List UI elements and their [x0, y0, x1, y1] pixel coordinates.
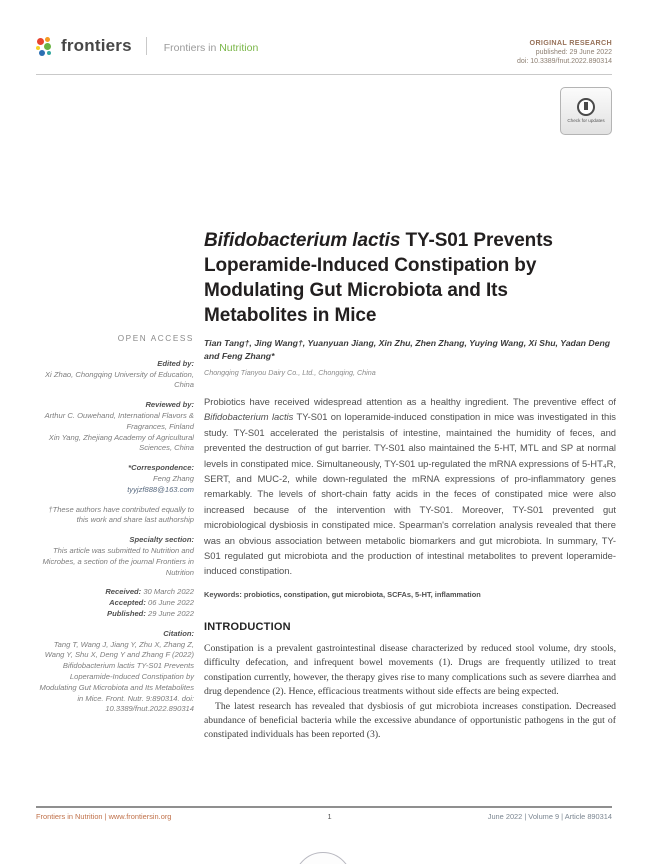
abstract-pre: Probiotics have received widespread attention as a healthy ingredient. The preventive effect of	[204, 396, 616, 407]
journal-prefix: Frontiers in	[163, 42, 220, 54]
article-type-label: ORIGINAL RESEARCH	[529, 38, 612, 47]
reviewed-by-block	[36, 400, 194, 454]
frontiers-logo-icon	[36, 37, 53, 56]
reviewed-by-label: Reviewed by:	[145, 400, 194, 410]
specialty-section-label: Specialty section:	[129, 535, 194, 545]
journal-title-green: Nutrition	[219, 42, 259, 54]
published-line-sidebar	[36, 609, 194, 620]
footer-divider-rule	[36, 806, 612, 808]
specialty-section-text: This article was submitted to Nutrition and Microbes, a section of the journal Frontiers in Nutrition	[42, 545, 194, 577]
correspondence-name: Feng Zhang	[153, 473, 194, 483]
correspondence-label: *Correspondence:	[128, 463, 194, 473]
content-columns	[36, 228, 616, 743]
introduction-heading: INTRODUCTION	[204, 620, 291, 633]
reviewer-1: Arthur C. Ouwehand, International Flavors & Fragrances, Finland	[44, 410, 194, 431]
received-line	[36, 587, 194, 598]
header-divider-rule	[36, 74, 612, 75]
page-number: 1	[327, 812, 332, 821]
correspondence-email-link[interactable]: tyyjzf888@163.com	[127, 484, 194, 494]
title-species-italic: Bifidobacterium lactis	[204, 230, 401, 251]
dates-block	[36, 587, 194, 619]
logo-dot-green	[44, 43, 51, 50]
accepted-value: 06 June 2022	[147, 598, 194, 608]
citation-block	[36, 629, 194, 715]
journal-name	[164, 38, 259, 54]
open-access-label: OPEN ACCESS	[117, 334, 194, 343]
title-rest: TY-S01 Prevents Loperamide-Induced Constipation by Modulating Gut Microbiota and Its Metabolites in Mice	[204, 230, 553, 326]
next-page-logo-arc	[294, 852, 352, 864]
check-updates-label: Check for updates	[567, 118, 605, 124]
intro-paragraph-2: The latest research has revealed that dysbiosis of gut microbiota increases constipation. Decreased abundance of beneficial bacteria while the excessive abundance of opportunistic pathogens in the gut of constipated individuals has been reported (3).	[204, 700, 616, 741]
doi-line: doi: 10.3389/fnut.2022.890314	[517, 58, 612, 65]
article-title	[204, 228, 616, 328]
edited-by-label: Edited by:	[157, 358, 194, 368]
equal-contribution-note: †These authors have contributed equally to this work and share last authorship	[48, 504, 194, 525]
received-value: 30 March 2022	[143, 587, 194, 597]
page-footer	[36, 812, 612, 821]
accepted-line	[36, 598, 194, 609]
abstract-post: TY-S01 on loperamide-induced constipation in mice was investigated in this study. TY-S01 accelerated the peristalsis of intestine, maintained the humidity of feces, and prevented the destruction of gut barrier. TY-S01 also maintained the 5-HT, MTL and SP at normal levels in constipated mice. Simultaneously, TY-S01 up-regulated the mRNA expressions of 5-HT₄R, SERT, and MUC-2, while down-regulated the mRNA expressions of pro-inflammatory genes remarkably. The levels of short-chain fatty acids in the feces of constipated mice were also increased because of the intervention with TY-S01. Moreover, TY-S01 prevented gut microbiological dysbiosis in constipated mice. Spearman's correlation analysis revealed that there was an obvious association between metabolic biomarkers and gut microbiota. In summary, TY-S01 regulated gut microbiota and the production of intestinal metabolites to prevent loperamide-induced constipation.	[204, 411, 616, 577]
check-for-updates-badge[interactable]	[560, 87, 612, 135]
logo-dot-orange	[45, 37, 50, 42]
correspondence-block	[36, 463, 194, 495]
citation-text: Tang T, Wang J, Jiang Y, Zhu X, Zhang Z, Wang Y, Shu X, Deng Y and Zhang F (2022) Bifidobacterium lactis TY-S01 Prevents Loperamide-Induced Constipation by Modulating Gut Microbiota and Its Metabolites in Mice. Front. Nutr. 9:890314. doi: 10.3389/fnut.2022.890314	[39, 639, 194, 714]
intro-paragraph-1: Constipation is a prevalent gastrointestinal disease characterized by reduced stool volume, dry stools, difficulty defecation, and infrequent bowel movements (1). Drugs are frequently utilized to treat constipation currently, however, the therapy gives rise to many complications such as severe diarrhea and drug dependence (2). Hence, efficacious treatments without side effects are being expected.	[204, 642, 616, 698]
brand-wordmark: frontiers	[61, 36, 132, 55]
abstract-text	[204, 394, 616, 579]
logo-dot-blue	[39, 50, 45, 56]
edited-by-text: Xi Zhao, Chongqing University of Education, China	[44, 369, 194, 390]
logo-dot-teal	[47, 51, 51, 55]
author-list: Tian Tang†, Jing Wang†, Yuanyuan Jiang, Xin Zhu, Zhen Zhang, Yuying Wang, Xi Shu, Yadan Deng and Feng Zhang*	[204, 338, 611, 361]
footer-journal-link[interactable]: Frontiers in Nutrition | www.frontiersin.org	[36, 812, 172, 821]
published-line: published: 29 June 2022	[535, 48, 612, 56]
article-info-sidebar	[36, 228, 194, 743]
keywords-line: Keywords: probiotics, constipation, gut microbiota, SCFAs, 5-HT, inflammation	[204, 589, 481, 599]
published-value: 29 June 2022	[147, 608, 194, 618]
logo-dot-red	[37, 38, 44, 45]
published-label: Published:	[107, 608, 148, 618]
footer-issue-info: June 2022 | Volume 9 | Article 890314	[487, 812, 612, 821]
brand-divider	[146, 37, 147, 55]
received-label: Received:	[105, 587, 144, 597]
article-meta	[517, 36, 612, 67]
citation-label: Citation:	[163, 628, 194, 638]
article-main-column	[204, 228, 616, 743]
reviewer-2: Xin Yang, Zhejiang Academy of Agricultural Sciences, China	[48, 432, 194, 453]
specialty-section-block	[36, 535, 194, 578]
crossmark-icon	[577, 98, 595, 116]
affiliation: Chongqing Tianyou Dairy Co., Ltd., Chongqing, China	[204, 368, 376, 377]
edited-by-block	[36, 359, 194, 391]
accepted-label: Accepted:	[109, 598, 148, 608]
page-header	[36, 36, 612, 67]
frontiers-brand	[36, 36, 258, 56]
logo-dot-yellow	[36, 46, 40, 50]
abstract-species-italic: Bifidobacterium lactis	[204, 411, 294, 423]
